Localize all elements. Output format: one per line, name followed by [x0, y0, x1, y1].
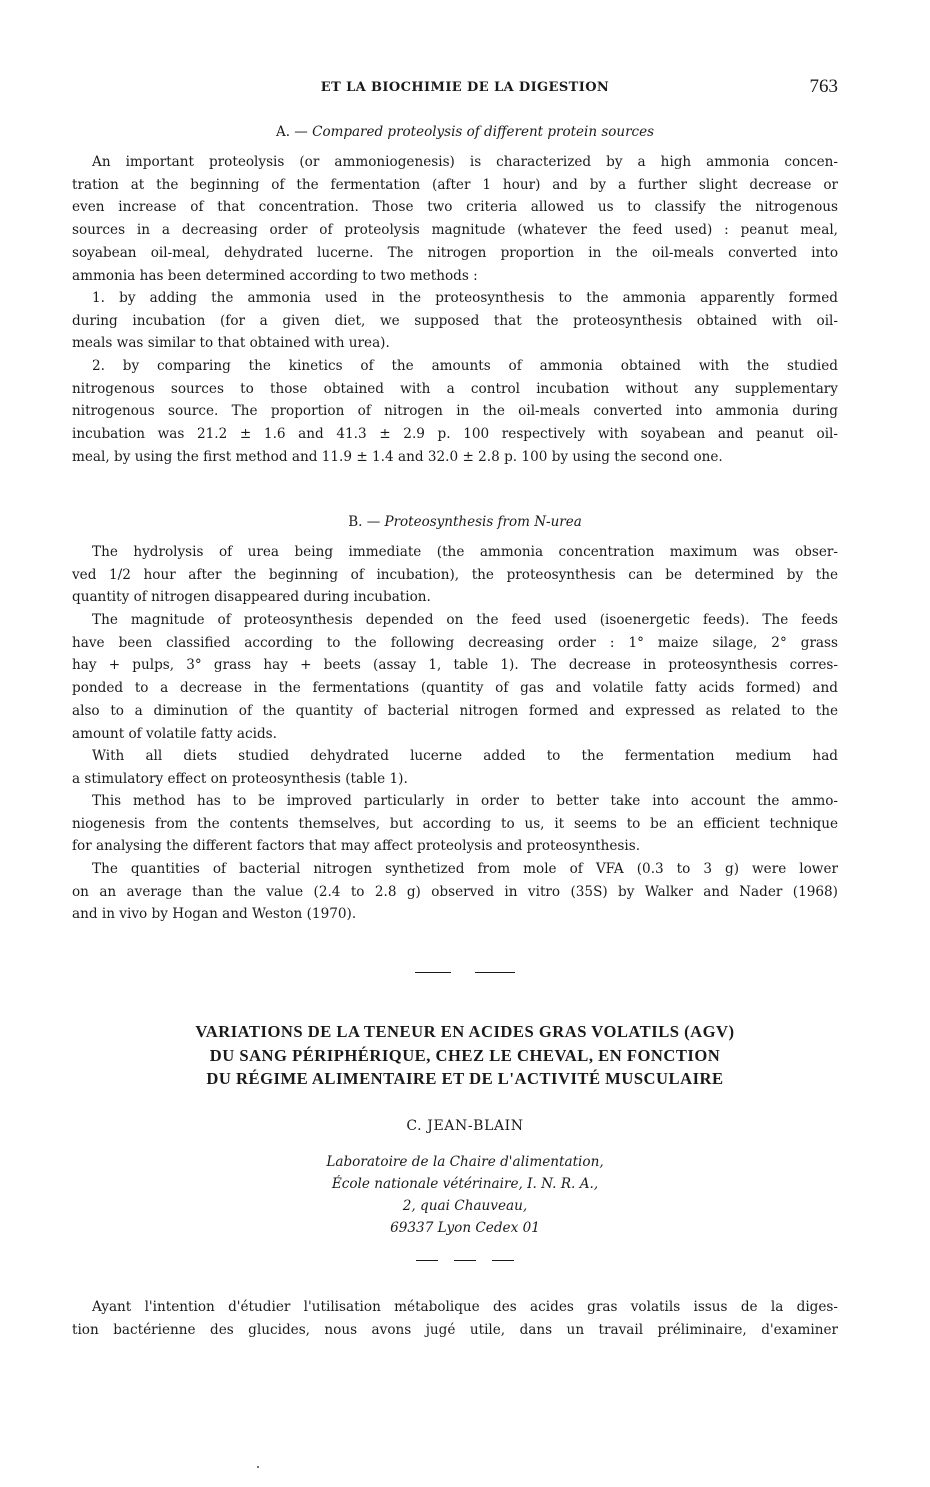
text-line: ammonia has been determined according to two methods :	[72, 267, 478, 284]
running-title: ET LA BIOCHIMIE DE LA DIGESTION	[320, 80, 610, 95]
text-line: With all diets studied dehydrated lucerne added to the fermentation medium had	[92, 748, 838, 764]
text-line: The magnitude of proteosynthesis depended on the feed used (isoenergetic feeds). The feeds	[92, 612, 838, 628]
text-line: for analysing the different factors that may affect proteolysis and proteosynthesis.	[72, 838, 641, 855]
page-number: 763	[809, 76, 838, 97]
affiliation-line: Laboratoire de la Chaire d'alimentation,	[326, 1154, 604, 1170]
section-a-heading	[92, 124, 838, 140]
author-name: C. JEAN-BLAIN	[406, 1118, 524, 1134]
text-line: a stimulatory effect on proteosynthesis (table 1).	[72, 770, 408, 787]
text-line: Ayant l'intention d'étudier l'utilisation métabolique des acides gras volatils issus de la diges-	[92, 1299, 838, 1315]
text-line: 2. by comparing the kinetics of the amounts of ammonia obtained with the studied	[92, 358, 838, 374]
text-line: and in vivo by Hogan and Weston (1970).	[72, 906, 357, 923]
text-line: meals was similar to that obtained with urea).	[72, 335, 390, 352]
text-line: meal, by using the first method and 11.9 ± 1.4 and 32.0 ± 2.8 p. 100 by using the second one.	[72, 448, 723, 465]
affiliation-separator	[0, 1250, 930, 1269]
text-line: incubation was 21.2 ± 1.6 and 41.3 ± 2.9 p. 100 respectively with soyabean and peanut oil-	[72, 426, 838, 443]
text-line: An important proteolysis (or ammoniogenesis) is characterized by a high ammonia concen-	[92, 154, 838, 170]
section-b-title: Proteosynthesis from N-urea	[384, 514, 582, 530]
text-line: nitrogenous sources to those obtained with a control incubation without any supplementary	[72, 380, 838, 397]
text-line: have been classified according to the following decreasing order : 1° maize silage, 2° grass	[72, 634, 838, 651]
text-line: This method has to be improved particularly in order to better take into account the ammo-	[92, 793, 838, 809]
section-b-paragraph-4	[72, 790, 838, 858]
affiliation-line: École nationale vétérinaire, I. N. R. A.,	[331, 1176, 599, 1192]
text-line: The quantities of bacterial nitrogen synthetized from mole of VFA (0.3 to 3 g) were lower	[92, 861, 838, 877]
text-line: soyabean oil-meal, dehydrated lucerne. The nitrogen proportion in the oil-meals converted into	[72, 244, 838, 261]
article-title	[72, 1020, 858, 1091]
text-line: ponded to a decrease in the fermentations (quantity of gas and volatile fatty acids formed) and	[72, 680, 838, 697]
text-line: ved 1/2 hour after the beginning of incubation), the proteosynthesis can be determined by the	[72, 566, 838, 583]
article-intro-paragraph	[72, 1296, 838, 1341]
text-line: nitrogenous source. The proportion of nitrogen in the oil-meals converted into ammonia during	[72, 403, 838, 420]
affiliation-line: 2, quai Chauveau,	[402, 1198, 528, 1214]
section-b-lead: B. —	[348, 514, 381, 530]
section-a-paragraph-3	[72, 355, 838, 469]
text-line: tion bactérienne des glucides, nous avons jugé utile, dans un travail préliminaire, d'examiner	[72, 1321, 838, 1338]
text-line: hay + pulps, 3° grass hay + beets (assay 1, table 1). The decrease in proteosynthesis corres-	[72, 657, 838, 674]
article-title-line: DU SANG PÉRIPHÉRIQUE, CHEZ LE CHEVAL, EN FONCTION	[209, 1045, 721, 1065]
section-separator	[0, 962, 930, 981]
article-title-line: VARIATIONS DE LA TENEUR EN ACIDES GRAS VOLATILS (AGV)	[195, 1022, 735, 1041]
author-affiliation	[72, 1151, 858, 1239]
scan-speck	[257, 1466, 259, 1468]
text-line: sources in a decreasing order of proteolysis magnitude (whatever the feed used) : peanut meal,	[72, 222, 838, 239]
section-b-heading	[92, 514, 838, 530]
section-a-paragraph-1	[72, 151, 838, 287]
section-b-paragraph-5	[72, 858, 838, 926]
text-line: amount of volatile fatty acids.	[72, 725, 277, 742]
text-line: niogenesis from the contents themselves, but according to us, it seems to be an efficient technique	[72, 815, 838, 832]
affiliation-line: 69337 Lyon Cedex 01	[390, 1220, 540, 1236]
text-line: tration at the beginning of the fermentation (after 1 hour) and by a further slight decrease or	[72, 176, 838, 193]
text-line: even increase of that concentration. Those two criteria allowed us to classify the nitrogenous	[72, 199, 838, 216]
text-line: also to a diminution of the quantity of bacterial nitrogen formed and expressed as related to the	[72, 702, 838, 719]
text-line: quantity of nitrogen disappeared during incubation.	[72, 589, 431, 606]
text-line: during incubation (for a given diet, we supposed that the proteosynthesis obtained with oil-	[72, 312, 838, 329]
text-line: on an average than the value (2.4 to 2.8 g) observed in vitro (35S) by Walker and Nader (1968)	[72, 883, 838, 900]
section-a-title: Compared proteolysis of different protein sources	[312, 124, 655, 140]
section-b-paragraph-2	[72, 609, 838, 745]
section-b-paragraph-3	[72, 745, 838, 790]
running-head	[92, 76, 838, 104]
section-b-paragraph-1	[72, 541, 838, 609]
section-a-paragraph-2	[72, 287, 838, 355]
section-a-lead: A. —	[275, 124, 308, 140]
text-line: 1. by adding the ammonia used in the proteosynthesis to the ammonia apparently formed	[92, 290, 838, 306]
text-line: The hydrolysis of urea being immediate (the ammonia concentration maximum was obser-	[92, 544, 838, 560]
article-title-line: DU RÉGIME ALIMENTAIRE ET DE L'ACTIVITÉ MUSCULAIRE	[206, 1069, 724, 1088]
